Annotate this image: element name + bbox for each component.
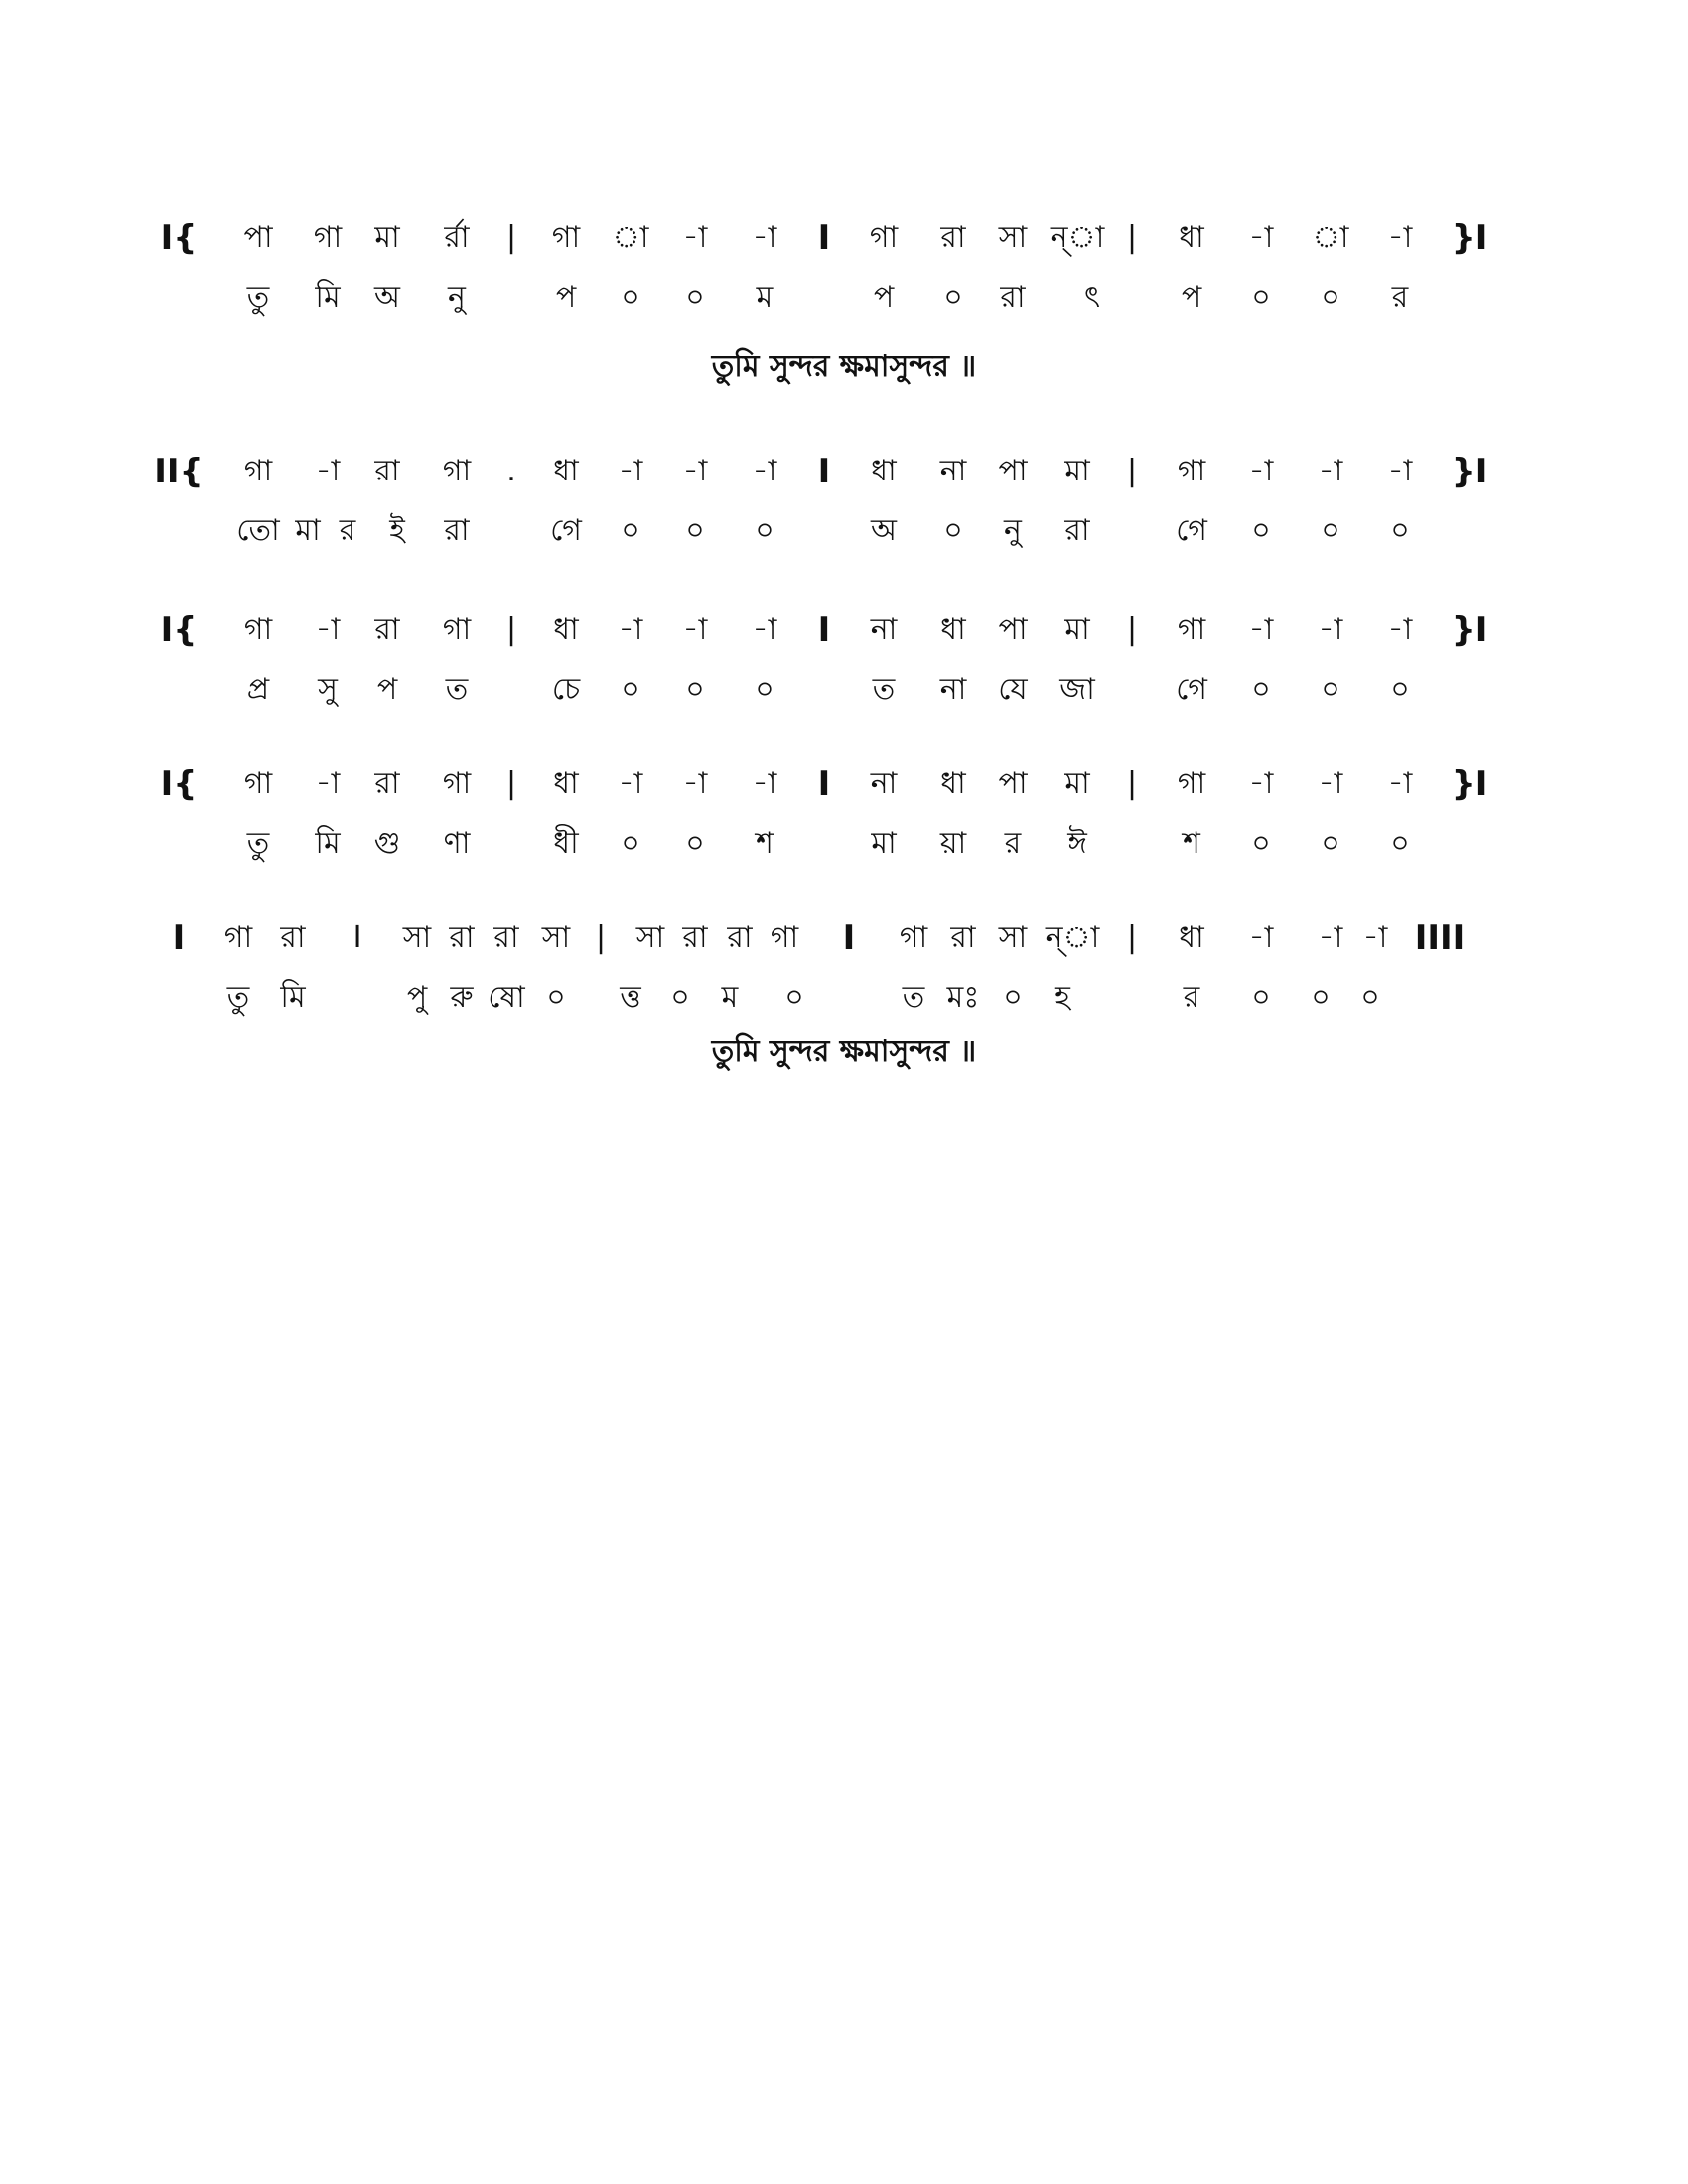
- swara-note: রা: [374, 613, 400, 647]
- lyric-syllable: ত্ত: [620, 980, 641, 1015]
- lyric-syllable: ০: [621, 672, 640, 707]
- swara-note: -া: [1248, 220, 1274, 255]
- notation-line-3: [159, 601, 1509, 720]
- swara-note: মা: [1064, 454, 1090, 488]
- swara-note: রা: [280, 920, 306, 955]
- barline: |: [505, 220, 517, 255]
- lyric-syllable: ত: [902, 980, 925, 1015]
- lyric-syllable: মা: [295, 513, 321, 548]
- swara-note: পা: [243, 220, 273, 255]
- swara-note: গা: [243, 454, 273, 488]
- refrain-line-2: তুমি সুন্দর ক্ষমাসুন্দর ॥: [711, 1034, 977, 1069]
- lyric-row: [159, 968, 1509, 1027]
- swara-note: -া: [1387, 454, 1413, 488]
- barline: I{: [160, 218, 198, 258]
- swara-note: ধা: [940, 613, 966, 647]
- swara-note: ধা: [940, 766, 966, 801]
- barline: |: [595, 920, 607, 955]
- lyric-syllable: সু: [318, 672, 338, 707]
- barline: I: [817, 218, 831, 258]
- lyric-syllable: গে: [550, 513, 582, 548]
- swara-note: গা: [869, 220, 899, 255]
- barline: |: [1126, 766, 1138, 801]
- swara-note: রা: [493, 920, 519, 955]
- barline: |: [1126, 454, 1138, 488]
- swara-note: গা: [243, 766, 273, 801]
- swara-note: -া: [1318, 766, 1343, 801]
- lyric-syllable: মি: [315, 826, 341, 861]
- swara-note: -া: [618, 613, 643, 647]
- swara-note: -া: [682, 613, 708, 647]
- lyric-syllable: ০: [784, 980, 804, 1015]
- swara-note: রা: [682, 920, 708, 955]
- swara-row: [159, 754, 1509, 814]
- swara-note: ধা: [553, 613, 579, 647]
- lyric-syllable: যে: [998, 672, 1028, 707]
- swara-note: ন্‌া: [1045, 920, 1100, 955]
- swara-note: -া: [1387, 613, 1413, 647]
- swara-note: -া: [1387, 220, 1413, 255]
- lyric-syllable: নু: [448, 280, 466, 315]
- swara-note: গা: [551, 220, 581, 255]
- lyric-syllable: ০: [685, 513, 705, 548]
- lyric-syllable: ০: [621, 826, 640, 861]
- lyric-syllable: ০: [1321, 280, 1340, 315]
- swara-note: -া: [1248, 920, 1274, 955]
- lyric-syllable: রা: [1064, 513, 1090, 548]
- notation-line-1: [159, 208, 1509, 328]
- lyric-syllable: ০: [1321, 672, 1340, 707]
- swara-note: -া: [315, 613, 341, 647]
- lyric-syllable: ধী: [553, 826, 579, 861]
- swara-note: -া: [1248, 613, 1274, 647]
- swara-note: া: [1312, 220, 1349, 255]
- barline: I: [817, 611, 831, 650]
- lyric-syllable: তো: [236, 513, 280, 548]
- swara-note: -া: [1318, 920, 1343, 955]
- lyric-syllable: ০: [621, 513, 640, 548]
- barline: I{: [160, 611, 198, 650]
- lyric-syllable: তু: [246, 280, 270, 315]
- lyric-syllable: ০: [1321, 513, 1340, 548]
- swara-note: রা: [374, 766, 400, 801]
- lyric-syllable: র: [1391, 280, 1409, 315]
- lyric-syllable: ই: [389, 513, 405, 548]
- lyric-syllable: ০: [670, 980, 690, 1015]
- swara-note: গা: [223, 920, 253, 955]
- barline: .: [506, 454, 516, 488]
- lyric-syllable: চে: [551, 672, 581, 707]
- barline: |: [1126, 220, 1138, 255]
- swara-note: গা: [243, 613, 273, 647]
- lyric-syllable: প্র: [246, 672, 270, 707]
- refrain-line-1: তুমি সুন্দর ক্ষমাসুন্দর ॥: [711, 349, 977, 384]
- final-barline: IIII: [1414, 918, 1466, 958]
- notation-line-4: [159, 754, 1509, 874]
- lyric-syllable: জা: [1059, 672, 1095, 707]
- swara-note: -া: [1318, 454, 1343, 488]
- barline: I: [352, 920, 362, 955]
- lyric-syllable: ০: [1003, 980, 1023, 1015]
- barline: I: [172, 918, 186, 958]
- lyric-syllable: ০: [685, 672, 705, 707]
- lyric-row: [159, 268, 1509, 328]
- lyric-syllable: ০: [621, 280, 640, 315]
- swara-note: র্রা: [444, 220, 470, 255]
- swara-note: ন্‌া: [1050, 220, 1105, 255]
- barline: II{: [154, 452, 204, 491]
- lyric-syllable: ০: [1390, 672, 1410, 707]
- swara-note: -া: [682, 454, 708, 488]
- swara-note: -া: [1318, 613, 1343, 647]
- lyric-syllable: হ: [1055, 980, 1070, 1015]
- swara-note: পা: [998, 766, 1028, 801]
- lyric-row: [159, 501, 1509, 561]
- lyric-syllable: ঈ: [1067, 826, 1087, 861]
- lyric-row: [159, 660, 1509, 720]
- swara-note: ধা: [1179, 920, 1204, 955]
- lyric-syllable: প: [1181, 280, 1202, 315]
- swara-note: রা: [449, 920, 475, 955]
- lyric-syllable: মা: [871, 826, 897, 861]
- swara-note: পা: [998, 613, 1028, 647]
- lyric-syllable: মি: [280, 980, 306, 1015]
- lyric-syllable: মঃ: [946, 980, 980, 1015]
- lyric-syllable: রা: [1000, 280, 1026, 315]
- swara-note: গা: [313, 220, 343, 255]
- swara-note: -া: [618, 454, 643, 488]
- swara-note: -া: [752, 454, 777, 488]
- swara-note: -া: [682, 766, 708, 801]
- swara-row: [154, 442, 1509, 501]
- swara-note: -া: [682, 220, 708, 255]
- lyric-syllable: অ: [374, 280, 400, 315]
- barline: |: [1126, 613, 1138, 647]
- swara-note: মা: [374, 220, 400, 255]
- swara-note: -া: [752, 613, 777, 647]
- swara-note: -া: [1248, 766, 1274, 801]
- lyric-syllable: গে: [1176, 513, 1207, 548]
- swara-note: রা: [374, 454, 400, 488]
- swara-note: -া: [752, 220, 777, 255]
- barline: I{: [160, 764, 198, 804]
- lyric-syllable: তু: [246, 826, 270, 861]
- lyric-syllable: গে: [1176, 672, 1207, 707]
- notation-line-2: [154, 442, 1509, 561]
- lyric-syllable: ০: [943, 513, 963, 548]
- lyric-syllable: ণা: [443, 826, 471, 861]
- lyric-syllable: প: [555, 280, 577, 315]
- lyric-syllable: ০: [1390, 826, 1410, 861]
- swara-note: -া: [1248, 454, 1274, 488]
- swara-note: া: [612, 220, 649, 255]
- barline: I: [817, 452, 831, 491]
- swara-note: না: [870, 766, 898, 801]
- swara-note: গা: [1177, 454, 1206, 488]
- lyric-syllable: ০: [1390, 513, 1410, 548]
- swara-note: -া: [1362, 920, 1388, 955]
- swara-note: ধা: [553, 454, 579, 488]
- lyric-syllable: না: [939, 672, 967, 707]
- swara-note: না: [870, 613, 898, 647]
- swara-note: সা: [541, 920, 571, 955]
- barline: |: [505, 613, 517, 647]
- lyric-syllable: ০: [755, 672, 774, 707]
- swara-row: [159, 601, 1509, 660]
- lyric-row: [159, 814, 1509, 874]
- lyric-syllable: ষো: [488, 980, 525, 1015]
- swara-note: রা: [727, 920, 753, 955]
- swara-note: ধা: [553, 766, 579, 801]
- barline: }I: [1451, 611, 1488, 650]
- lyric-syllable: গু: [373, 826, 401, 861]
- swara-note: -া: [1387, 766, 1413, 801]
- swara-note: সা: [998, 920, 1028, 955]
- lyric-syllable: রু: [450, 980, 474, 1015]
- lyric-syllable: ০: [1321, 826, 1340, 861]
- swara-note: গা: [1177, 766, 1206, 801]
- lyric-syllable: পু: [406, 980, 428, 1015]
- barline: }I: [1451, 218, 1488, 258]
- barline: }I: [1451, 764, 1488, 804]
- swara-note: গা: [899, 920, 928, 955]
- lyric-syllable: ০: [685, 280, 705, 315]
- lyric-syllable: শ: [1183, 826, 1200, 861]
- swara-note: মা: [1064, 613, 1090, 647]
- lyric-syllable: র: [1004, 826, 1022, 861]
- lyric-syllable: ০: [1360, 980, 1380, 1015]
- lyric-syllable: ত: [872, 672, 896, 707]
- lyric-syllable: প: [873, 280, 895, 315]
- lyric-syllable: ০: [546, 980, 566, 1015]
- barline: I: [842, 918, 856, 958]
- lyric-syllable: ৎ: [1083, 280, 1101, 315]
- swara-note: ধা: [871, 454, 897, 488]
- swara-note: সা: [998, 220, 1028, 255]
- lyric-syllable: র: [339, 513, 356, 548]
- lyric-syllable: শ: [756, 826, 774, 861]
- lyric-syllable: ০: [1251, 672, 1271, 707]
- swara-note: সা: [402, 920, 432, 955]
- swara-note: গা: [1177, 613, 1206, 647]
- swara-note: গা: [770, 920, 799, 955]
- swara-row: [159, 208, 1509, 268]
- lyric-syllable: ০: [755, 513, 774, 548]
- lyric-syllable: ম: [756, 280, 774, 315]
- lyric-syllable: ০: [1251, 513, 1271, 548]
- swara-note: -া: [315, 454, 341, 488]
- swara-note: -া: [752, 766, 777, 801]
- lyric-syllable: ত: [445, 672, 469, 707]
- swara-note: গা: [442, 766, 472, 801]
- lyric-syllable: নু: [1004, 513, 1022, 548]
- lyric-syllable: রা: [444, 513, 470, 548]
- lyric-syllable: ০: [685, 826, 705, 861]
- lyric-syllable: মি: [315, 280, 341, 315]
- lyric-syllable: অ: [871, 513, 897, 548]
- swara-note: গা: [442, 454, 472, 488]
- barline: |: [505, 766, 517, 801]
- barline: }I: [1451, 452, 1488, 491]
- swara-note: রা: [940, 220, 966, 255]
- barline: I: [817, 764, 831, 804]
- swara-note: গা: [442, 613, 472, 647]
- lyric-syllable: ০: [943, 280, 963, 315]
- swara-row: [159, 908, 1509, 968]
- swara-note: পা: [998, 454, 1028, 488]
- swara-note: সা: [635, 920, 665, 955]
- swara-note: না: [939, 454, 967, 488]
- swara-note: রা: [950, 920, 976, 955]
- lyric-syllable: ০: [1251, 980, 1271, 1015]
- swara-note: -া: [618, 766, 643, 801]
- lyric-syllable: প: [376, 672, 398, 707]
- lyric-syllable: র: [1183, 980, 1200, 1015]
- notation-line-5: [159, 908, 1509, 1027]
- swara-note: -া: [315, 766, 341, 801]
- barline: |: [1126, 920, 1138, 955]
- swara-note: ধা: [1179, 220, 1204, 255]
- lyric-syllable: তু: [226, 980, 250, 1015]
- swara-note: মা: [1064, 766, 1090, 801]
- lyric-syllable: ম: [721, 980, 739, 1015]
- lyric-syllable: য়া: [939, 826, 967, 861]
- lyric-syllable: ০: [1251, 826, 1271, 861]
- lyric-syllable: ০: [1251, 280, 1271, 315]
- lyric-syllable: ০: [1311, 980, 1331, 1015]
